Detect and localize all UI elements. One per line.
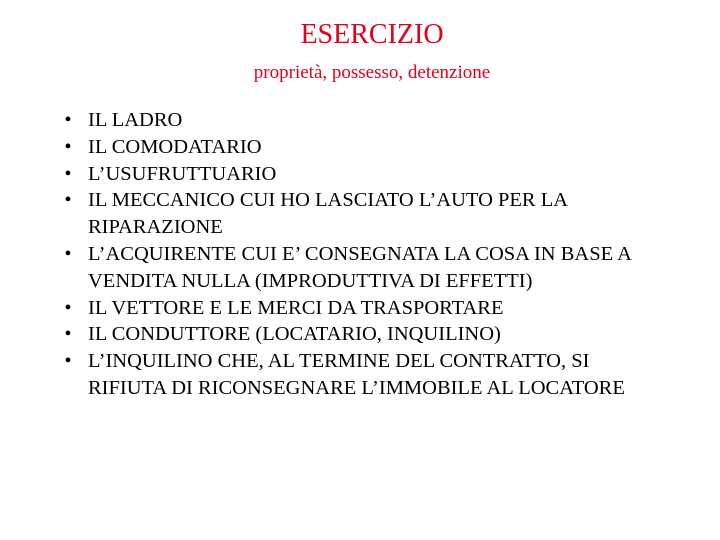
list-item (0, 295, 668, 322)
bullet-icon: • (64, 242, 72, 265)
list-item (0, 241, 668, 295)
list-item (0, 161, 668, 188)
list-item (0, 107, 668, 134)
list-item-text: IL CONDUTTORE (LOCATARIO, INQUILINO) (88, 323, 501, 346)
list-item-text: IL COMODATARIO (88, 135, 262, 158)
list-item-text: IL LADRO (88, 109, 183, 131)
slide-subtitle: proprietà, possesso, detenzione (253, 62, 491, 83)
list-item (0, 187, 668, 241)
list-item-text: IL VETTORE E LE MERCI DA TRASPORTARE (88, 296, 504, 319)
list-item (0, 321, 668, 348)
bullet-list (0, 107, 720, 402)
bullet-icon: • (64, 162, 72, 185)
list-item (0, 348, 668, 402)
slide-title: ESERCIZIO (300, 19, 444, 50)
bullet-icon: • (64, 296, 72, 319)
bullet-icon: • (64, 350, 72, 373)
list-item-text: L’INQUILINO CHE, AL TERMINE DEL CONTRATTO, SI RIFIUTA DI RICONSEGNARE L’IMMOBILE AL LOCATORE (88, 350, 625, 399)
bullet-icon: • (64, 109, 72, 131)
bullet-icon: • (64, 189, 72, 212)
list-item (0, 134, 668, 161)
bullet-icon: • (64, 323, 72, 346)
list-item-text: L’ACQUIRENTE CUI E’ CONSEGNATA LA COSA IN BASE A VENDITA NULLA (IMPRODUTTIVA DI EFFETTI) (88, 242, 631, 292)
bullet-icon: • (64, 135, 72, 158)
list-item-text: L’USUFRUTTUARIO (88, 162, 277, 185)
list-item-text: IL MECCANICO CUI HO LASCIATO L’AUTO PER LA RIPARAZIONE (88, 189, 567, 239)
